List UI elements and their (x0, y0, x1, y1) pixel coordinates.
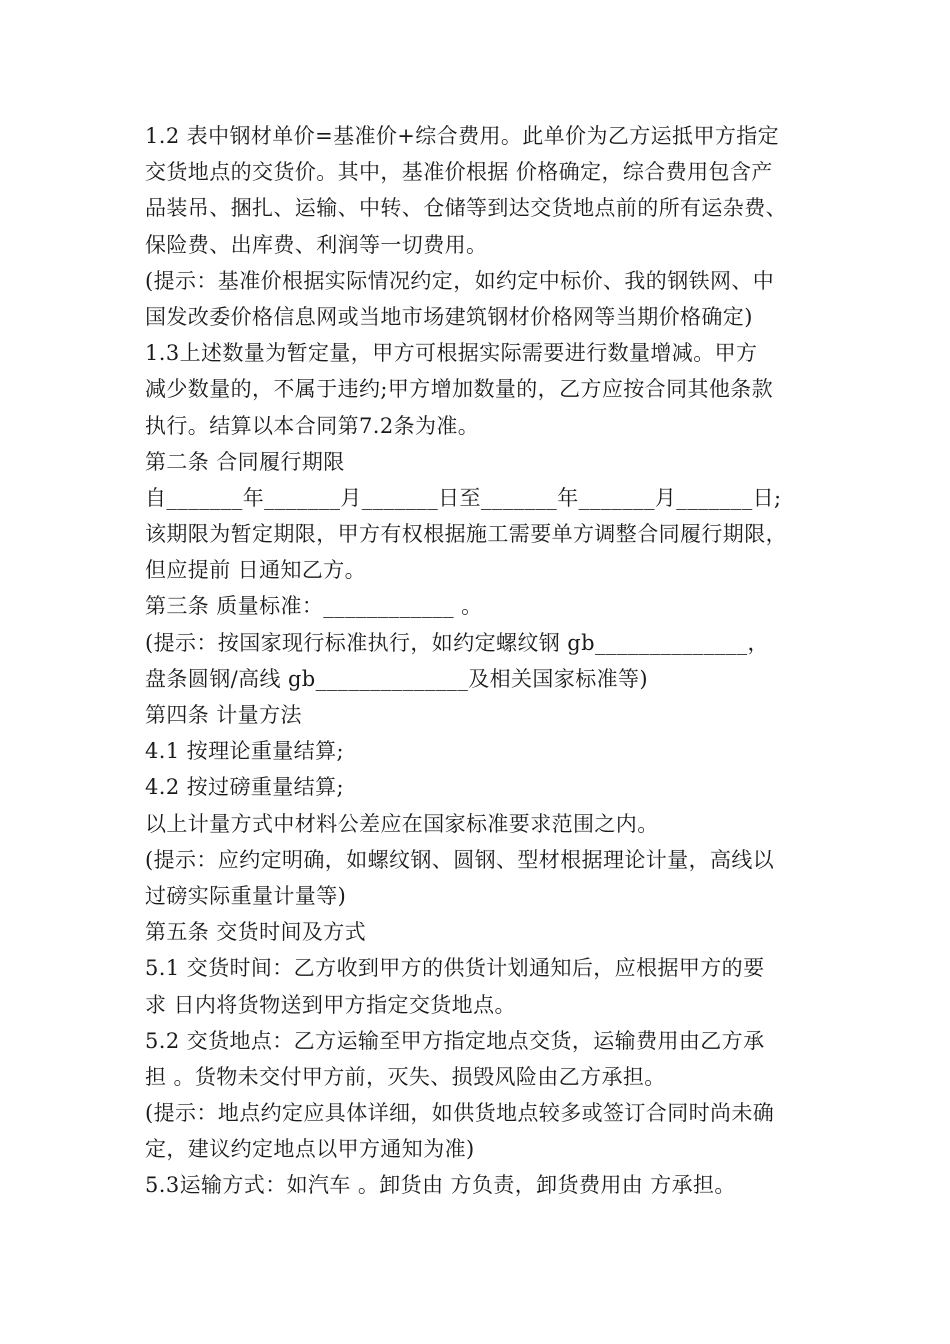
text-line: 1.2 表中钢材单价=基准价+综合费用。此单价为乙方运抵甲方指定 (145, 124, 780, 148)
text-line: (提示：按国家现行标准执行，如约定螺纹钢 gb______________， (145, 630, 769, 655)
text-line: (提示：应约定明确，如螺纹钢、圆钢、型材根据理论计量，高线以 (145, 847, 775, 872)
text-line: 5.1 交货时间：乙方收到甲方的供货计划通知后，应根据甲方的要 (145, 956, 765, 981)
section-heading: 第四条 计量方法 (145, 703, 302, 727)
text-line: 4.1 按理论重量结算; (145, 739, 344, 764)
text-line: 以上计量方式中材料公差应在国家标准要求范围之内。 (145, 811, 659, 836)
text-line: (提示：地点约定应具体详细，如供货地点较多或签订合同时尚未确 (145, 1101, 775, 1126)
text-line: 该期限为暂定期限，甲方有权根据施工需要单方调整合同履行期限， (145, 522, 787, 547)
text-line: 减少数量的，不属于违约;甲方增加数量的，乙方应按合同其他条款 (145, 377, 774, 402)
text-line: (提示：基准价根据实际情况约定，如约定中标价、我的钢铁网、中 (145, 268, 775, 293)
text-line: 定，建议约定地点以甲方通知为准) (145, 1137, 475, 1162)
text-line: 盘条圆钢/高线 gb______________及相关国家标准等) (145, 666, 649, 691)
text-line: 自_______年_______月_______日至_______年_______月_______日; (145, 485, 782, 510)
text-line: 担 。货物未交付甲方前，灭失、损毁风险由乙方承担。 (145, 1064, 666, 1089)
section-heading: 第二条 合同履行期限 (145, 449, 345, 474)
text-line: 但应提前 日通知乙方。 (145, 558, 367, 583)
text-line: 4.2 按过磅重量结算; (145, 775, 344, 800)
text-line: 保险费、出库费、利润等一切费用。 (145, 232, 488, 257)
text-line: 品装吊、捆扎、运输、中转、仓储等到达交货地点前的所有运杂费、 (145, 196, 787, 221)
section-heading: 第三条 质量标准：____________ 。 (145, 594, 483, 619)
text-line: 5.2 交货地点：乙方运输至甲方指定地点交货，运输费用由乙方承 (145, 1028, 765, 1053)
text-line: 交货地点的交货价。其中，基准价根据 价格确定，综合费用包含产 (145, 160, 773, 185)
section-heading: 第五条 交货时间及方式 (145, 920, 367, 945)
text-line: 过磅实际重量计量等) (145, 883, 347, 908)
text-line: 执行。结算以本合同第7.2条为准。 (145, 413, 480, 438)
text-line: 求 日内将货物送到甲方指定交货地点。 (145, 992, 516, 1017)
text-line: 国发改委价格信息网或当地市场建筑钢材价格网等当期价格确定) (145, 304, 753, 329)
document-body (145, 118, 825, 1204)
text-line: 5.3运输方式：如汽车 。卸货由 方负责，卸货费用由 方承担。 (145, 1173, 736, 1198)
text-line: 1.3上述数量为暂定量，甲方可根据实际需要进行数量增减。甲方 (145, 341, 758, 366)
